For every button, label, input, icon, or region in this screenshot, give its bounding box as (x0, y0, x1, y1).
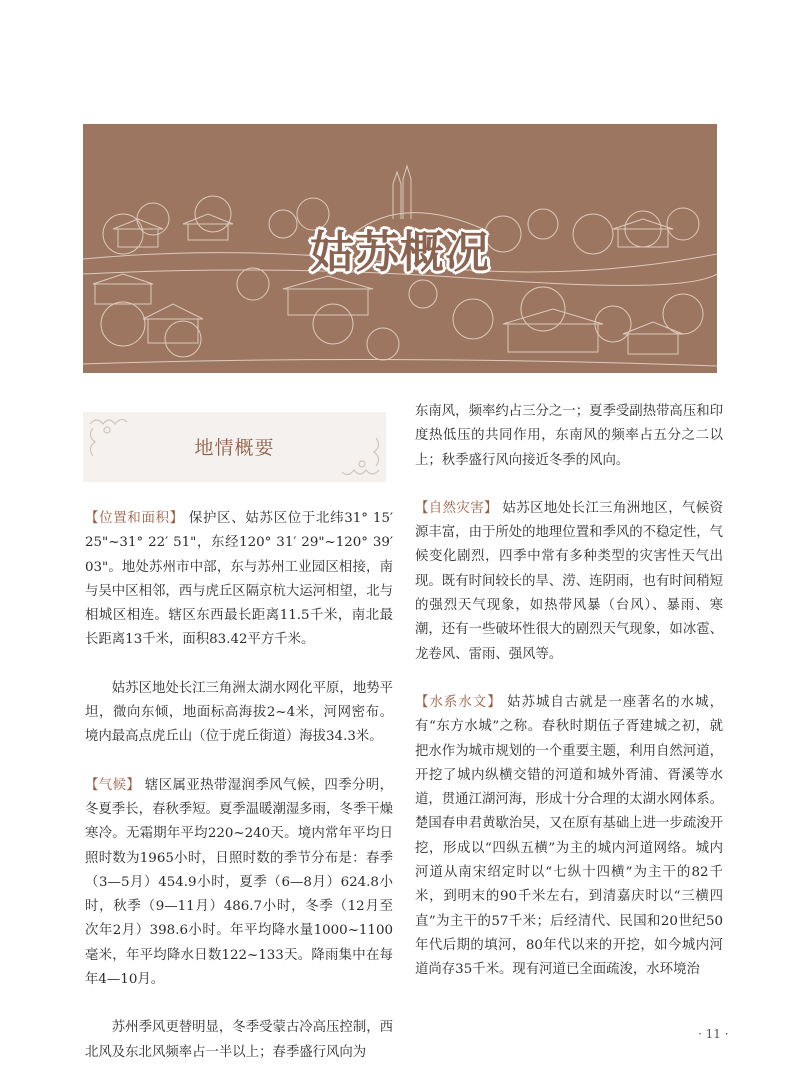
chapter-title: 姑苏概况 (310, 227, 490, 278)
text-disaster: 姑苏区地处长江三角洲地区，气候资源丰富，由于所处的地理位置和季风的不稳定性，气候变化剧烈，四季中常有多种类型的灾害性天气出现。既有时间较长的旱、涝、连阴雨，也有时间稍短的强烈天气现象，如热带风暴（台风）、暴雨、寒潮，还有一些破坏性很大的剧烈天气现象，如冰雹、龙卷风、雷雨、强风等。 (415, 500, 723, 662)
paragraph-location (85, 507, 393, 653)
text-water: 姑苏城自古就是一座著名的水城，有“东方水城”之称。春秋时期伍子胥建城之初，就把水作为城市规划的一个重要主题，利用自然河道，开挖了城内纵横交错的河道和城外胥浦、胥溪等水道，贯通江湖河海，形成十分合理的太湖水网体系。楚国春申君黄歇治吴，又在原有基础上进一步疏浚开挖，形成以“四纵五横”为主的城内河道网络。城内河道从南宋绍定时以“七纵十四横”为主干的82千米，到明末的90千米左右，到清嘉庆时以“三横四直”为主干的57千米；后经清代、民国和20世纪50年代后期的填河，80年代以来的开挖，如今城内河道尚存35千米。现有河道已全面疏浚，水环境治 (415, 694, 723, 978)
section-title: 地情概要 (194, 437, 275, 459)
keyword-location: 【位置和面积】 (85, 511, 184, 526)
text-location: 保护区、姑苏区位于北纬31° 15′ 25"~31° 22′ 51"，东经120° 31′ 29"~120° 39′ 03"。地处苏州市中部，东与苏州工业园区相接，南与吴中区相邻，西与虎丘区隔京杭大运河相望，北与相城区相连。辖区东西最长距离11.5千米，南北最长距离13千米，面积83.42平方千米。 (85, 511, 393, 648)
right-column (415, 400, 723, 983)
page-number: · 11 · (698, 1027, 729, 1041)
chapter-banner (83, 124, 717, 373)
paragraph-monsoon-continued: 东南风，频率约占三分之一；夏季受副热带高压和印度热低压的共同作用，东南风的频率占五分之二以上；秋季盛行风向接近冬季的风向。 (415, 404, 723, 468)
paragraph-water (415, 691, 723, 983)
keyword-climate: 【气候】 (85, 777, 141, 793)
paragraph-monsoon: 苏州季风更替明显，冬季受蒙古冷高压控制，西北风及东北风频率占一半以上；春季盛行风向为 (85, 1020, 393, 1060)
keyword-water: 【水系水文】 (415, 694, 502, 710)
section-heading-box (83, 412, 386, 482)
paragraph-climate (85, 774, 393, 993)
text-climate: 辖区属亚热带湿润季风气候，四季分明，冬夏季长，春秋季短。夏季温暖潮湿多雨，冬季干燥寒冷。无霜期年平均220~240天。境内常年平均日照时数为1965小时，日照时数的季节分布是：春季（3—5月）454.9小时，夏季（6—8月）624.8小时，秋季（9—11月）486.7小时，冬季（12月至次年2月）398.6小时。年平均降水量1000~1100毫米，年平均降水日数122~133天。降雨集中在每年4—10月。 (85, 777, 393, 988)
paragraph-disaster (415, 497, 723, 667)
left-column (85, 507, 393, 1065)
keyword-disaster: 【自然灾害】 (415, 500, 498, 516)
paragraph-terrain: 姑苏区地处长江三角洲太湖水网化平原，地势平坦，微向东倾，地面标高海拔2~4米，河网密布。境内最高点虎丘山（位于虎丘街道）海拔34.3米。 (85, 680, 393, 745)
